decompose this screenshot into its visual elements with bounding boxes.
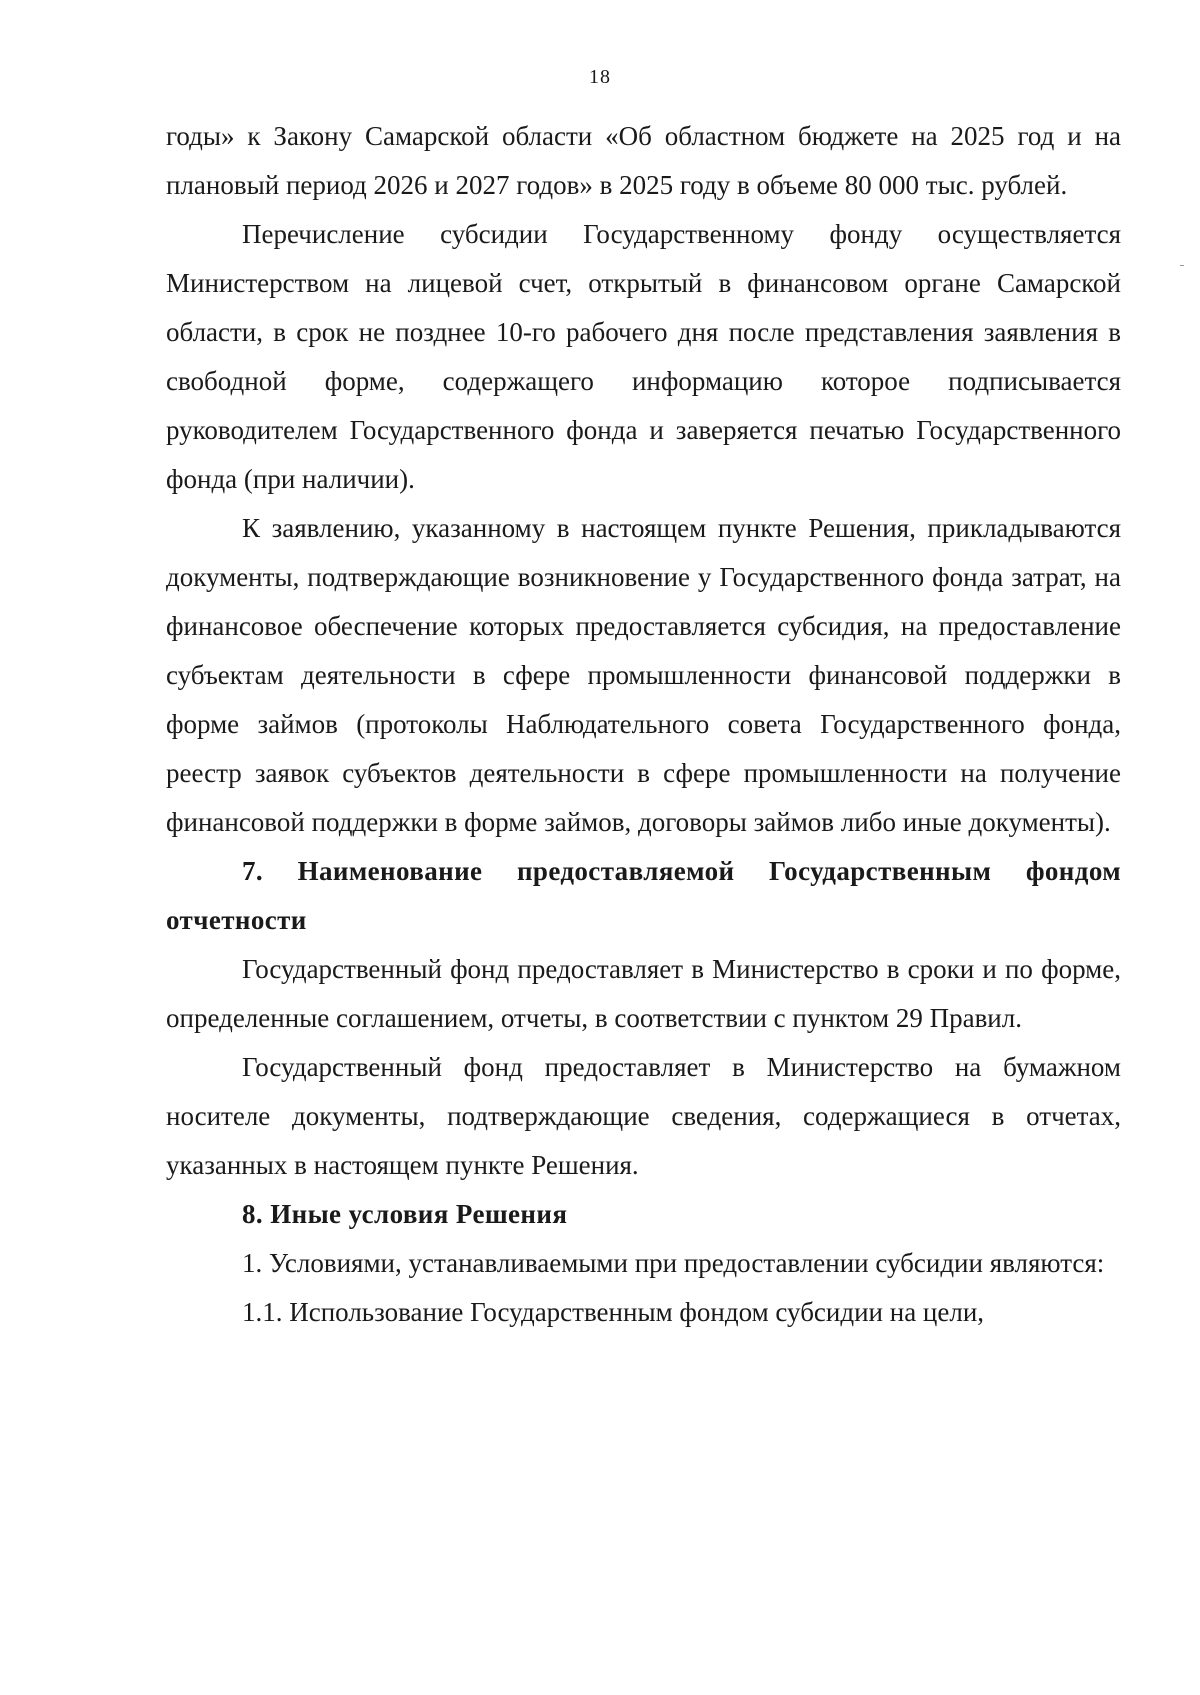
scan-margin-mark bbox=[1180, 265, 1184, 266]
paragraph-paper-documents: Государственный фонд предоставляет в Министерство на бумажном носителе документы, подтверждающие сведения, содержащиеся в отчетах, указанных в настоящем пункте Решения. bbox=[166, 1052, 1121, 1180]
document-body bbox=[166, 112, 1121, 1337]
paragraph-budget-continuation: годы» к Закону Самарской области «Об областном бюджете на 2025 год и на плановый период 2026 и 2027 годов» в 2025 году в объеме 80 000 тыс. рублей. bbox=[166, 121, 1121, 200]
section-title-8: Иные условия Решения bbox=[270, 1199, 568, 1229]
section-heading-7 bbox=[166, 847, 1121, 945]
section-number-7: 7. bbox=[242, 856, 264, 886]
section-heading-8 bbox=[166, 1190, 1121, 1239]
paragraph-conditions: 1. Условиями, устанавливаемыми при предоставлении субсидии являются: bbox=[242, 1248, 1105, 1278]
paragraph-condition-1-1: 1.1. Использование Государственным фондом субсидии на цели, bbox=[242, 1297, 985, 1327]
paragraph-reports: Государственный фонд предоставляет в Министерство в сроки и по форме, определенные соглашением, отчеты, в соответствии с пунктом 29 Правил. bbox=[166, 954, 1121, 1033]
page-number: 18 bbox=[589, 66, 611, 88]
paragraph-attached-documents: К заявлению, указанному в настоящем пункте Решения, прикладываются документы, подтверждающие возникновение у Государственного фонда затрат, на финансовое обеспечение которых предоставляется субсидия, на предоставление субъектам деятельности в сфере промышленности финансовой поддержки в форме займов (протоколы Наблюдательного совета Государственного фонда, реестр заявок субъектов деятельности в сфере промышленности на получение финансовой поддержки в форме займов, договоры займов либо иные документы). bbox=[166, 513, 1121, 837]
paragraph-subsidy-transfer: Перечисление субсидии Государственному фонду осуществляется Министерством на лицевой счет, открытый в финансовом органе Самарской области, в срок не позднее 10-го рабочего дня после представления заявления в свободной форме, содержащего информацию которое подписывается руководителем Государственного фонда и заверяется печатью Государственного фонда (при наличии). bbox=[166, 219, 1121, 494]
section-title-7: Наименование предоставляемой Государственным фондом отчетности bbox=[166, 856, 1121, 935]
section-number-8: 8. bbox=[242, 1199, 264, 1229]
